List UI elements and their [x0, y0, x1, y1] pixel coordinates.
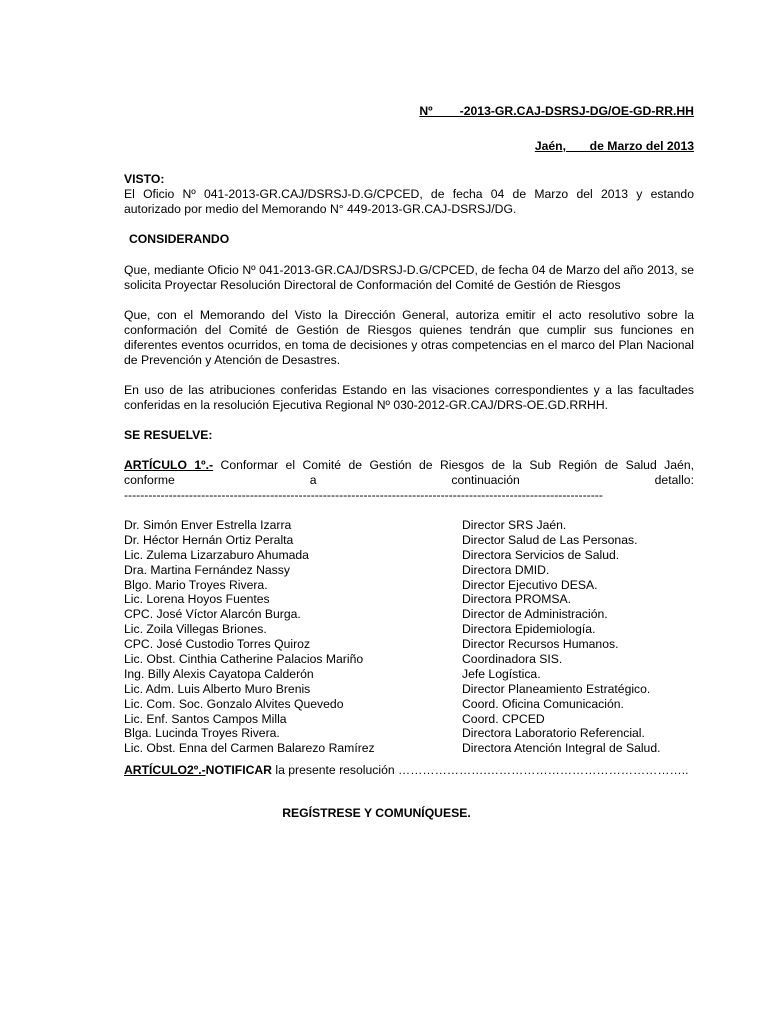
member-role: Coordinadora SIS. [462, 652, 563, 667]
member-role: Director Recursos Humanos. [462, 637, 619, 652]
article-1-text: Conformar el Comité de Gestión de Riesgos de la Sub Región de Salud Jaén, [213, 458, 694, 472]
member-role: Directora Laboratorio Referencial. [462, 726, 645, 741]
member-role: Director SRS Jaén. [462, 518, 567, 532]
member-role: Director de Administración. [462, 607, 608, 622]
member-row [124, 652, 694, 667]
visto-text: El Oficio Nº 041-2013-GR.CAJ/DSRSJ-D.G/CPCED, de fecha 04 de Marzo del 2013 y estando autorizado por medio del Memorando N° 449-2013-GR.CAJ-DSRSJ/DG. [124, 187, 694, 216]
article-1-label: ARTÍCULO 1º.- [124, 458, 214, 472]
member-row [124, 712, 694, 727]
considerando-heading: CONSIDERANDO [129, 232, 230, 246]
separator-line: ---------------------------------------------------------------------------------------------------------------------- [124, 488, 603, 502]
place-date: Jaén, de Marzo del 2013 [534, 139, 694, 153]
member-name: Lic. Enf. Santos Campos Milla [124, 711, 287, 726]
member-row [124, 667, 694, 682]
member-row [124, 548, 694, 563]
member-row [124, 637, 694, 652]
article-1-word: detallo: [654, 473, 694, 487]
article-1-word: a [309, 473, 317, 487]
member-role: Directora Atención Integral de Salud. [462, 741, 661, 756]
member-row [124, 697, 694, 712]
resolution-number: Nº -2013-GR.CAJ-DSRSJ-DG/OE-GD-RR.HH [419, 104, 694, 118]
member-role: Coord. Oficina Comunicación. [462, 696, 624, 711]
article-1-line [124, 458, 694, 473]
article-2-line [124, 763, 694, 778]
se-resuelve-heading: SE RESUELVE: [124, 428, 213, 442]
member-row [124, 578, 694, 593]
member-name: Lic. Adm. Luis Alberto Muro Brenis [124, 681, 311, 696]
member-name: Lic. Obst. Enna del Carmen Balarezo Ramírez [124, 741, 375, 756]
article-2-label: ARTÍCULO2º.- [124, 763, 206, 778]
member-name: CPC. José Víctor Alarcón Burga. [124, 607, 301, 622]
member-role: Director Ejecutivo DESA. [462, 577, 598, 592]
member-name: CPC. José Custodio Torres Quiroz [124, 637, 311, 652]
member-name: Lic. Obst. Cinthia Catherine Palacios Mariño [124, 652, 364, 667]
member-role: Jefe Logística. [462, 666, 541, 681]
member-name: Dr. Simón Enver Estrella Izarra [124, 518, 292, 532]
member-row [124, 533, 694, 548]
member-row [124, 607, 694, 622]
member-name: Lic. Com. Soc. Gonzalo Alvites Quevedo [124, 696, 344, 711]
member-name: Ing. Billy Alexis Cayatopa Calderón [124, 666, 314, 681]
member-row [124, 518, 694, 533]
article-1-word: conforme [124, 473, 175, 487]
member-row [124, 741, 694, 756]
member-role: Directora DMID. [462, 562, 550, 577]
article-2-verb: NOTIFICAR [205, 763, 272, 778]
considerando-paragraph: Que, con el Memorando del Visto la Dirección General, autoriza emitir el acto resolutivo sobre la conformación del Comité de Gestión de Riesgos quienes tendrán que cumplir sus funciones en diferentes eventos ocurridos, en toma de decisiones y otras competencias en el marco del Plan Nacional de Prevención y Atención de Desastres. [124, 308, 694, 367]
visto-heading: VISTO: [124, 172, 165, 186]
member-name: Dra. Martina Fernández Nassy [124, 562, 290, 577]
considerando-paragraph: Que, mediante Oficio Nº 041-2013-GR.CAJ/DSRSJ-D.G/CPCED, de fecha 04 de Marzo del año 2013, se solicita Proyectar Resolución Directoral de Conformación del Comité de Gestión de Riesgos [124, 263, 694, 292]
member-row [124, 682, 694, 697]
member-row [124, 622, 694, 637]
member-row [124, 563, 694, 578]
article-1-word: continuación [451, 473, 520, 487]
member-name: Lic. Zulema Lizarzaburo Ahumada [124, 547, 309, 562]
member-name: Dr. Héctor Hernán Ortiz Peralta [124, 532, 294, 547]
member-row [124, 592, 694, 607]
committee-members-list [124, 518, 694, 756]
document-body [124, 104, 694, 821]
member-role: Coord. CPCED [462, 711, 545, 726]
member-name: Lic. Lorena Hoyos Fuentes [124, 592, 270, 607]
considerando-paragraph: En uso de las atribuciones conferidas Estando en las visaciones correspondientes y a las facultades conferidas en la resolución Ejecutiva Regional Nº 030-2012-GR.CAJ/DRS-OE.GD.RRHH. [124, 383, 694, 412]
member-name: Lic. Zoila Villegas Briones. [124, 622, 267, 637]
member-role: Directora Servicios de Salud. [462, 547, 620, 562]
article-1-line-2 [124, 473, 694, 488]
member-name: Blgo. Mario Troyes Rivera. [124, 577, 268, 592]
member-row [124, 726, 694, 741]
article-2-text: la presente resolución ………………….………………………………………….. [272, 763, 689, 778]
member-role: Director Planeamiento Estratégico. [462, 681, 651, 696]
member-name: Blga. Lucinda Troyes Rivera. [124, 726, 280, 741]
member-role: Directora Epidemiología. [462, 622, 596, 637]
member-role: Directora PROMSA. [462, 592, 572, 607]
member-role: Director Salud de Las Personas. [462, 532, 638, 547]
closing-formula: REGÍSTRESE Y COMUNÍQUESE. [282, 806, 471, 821]
